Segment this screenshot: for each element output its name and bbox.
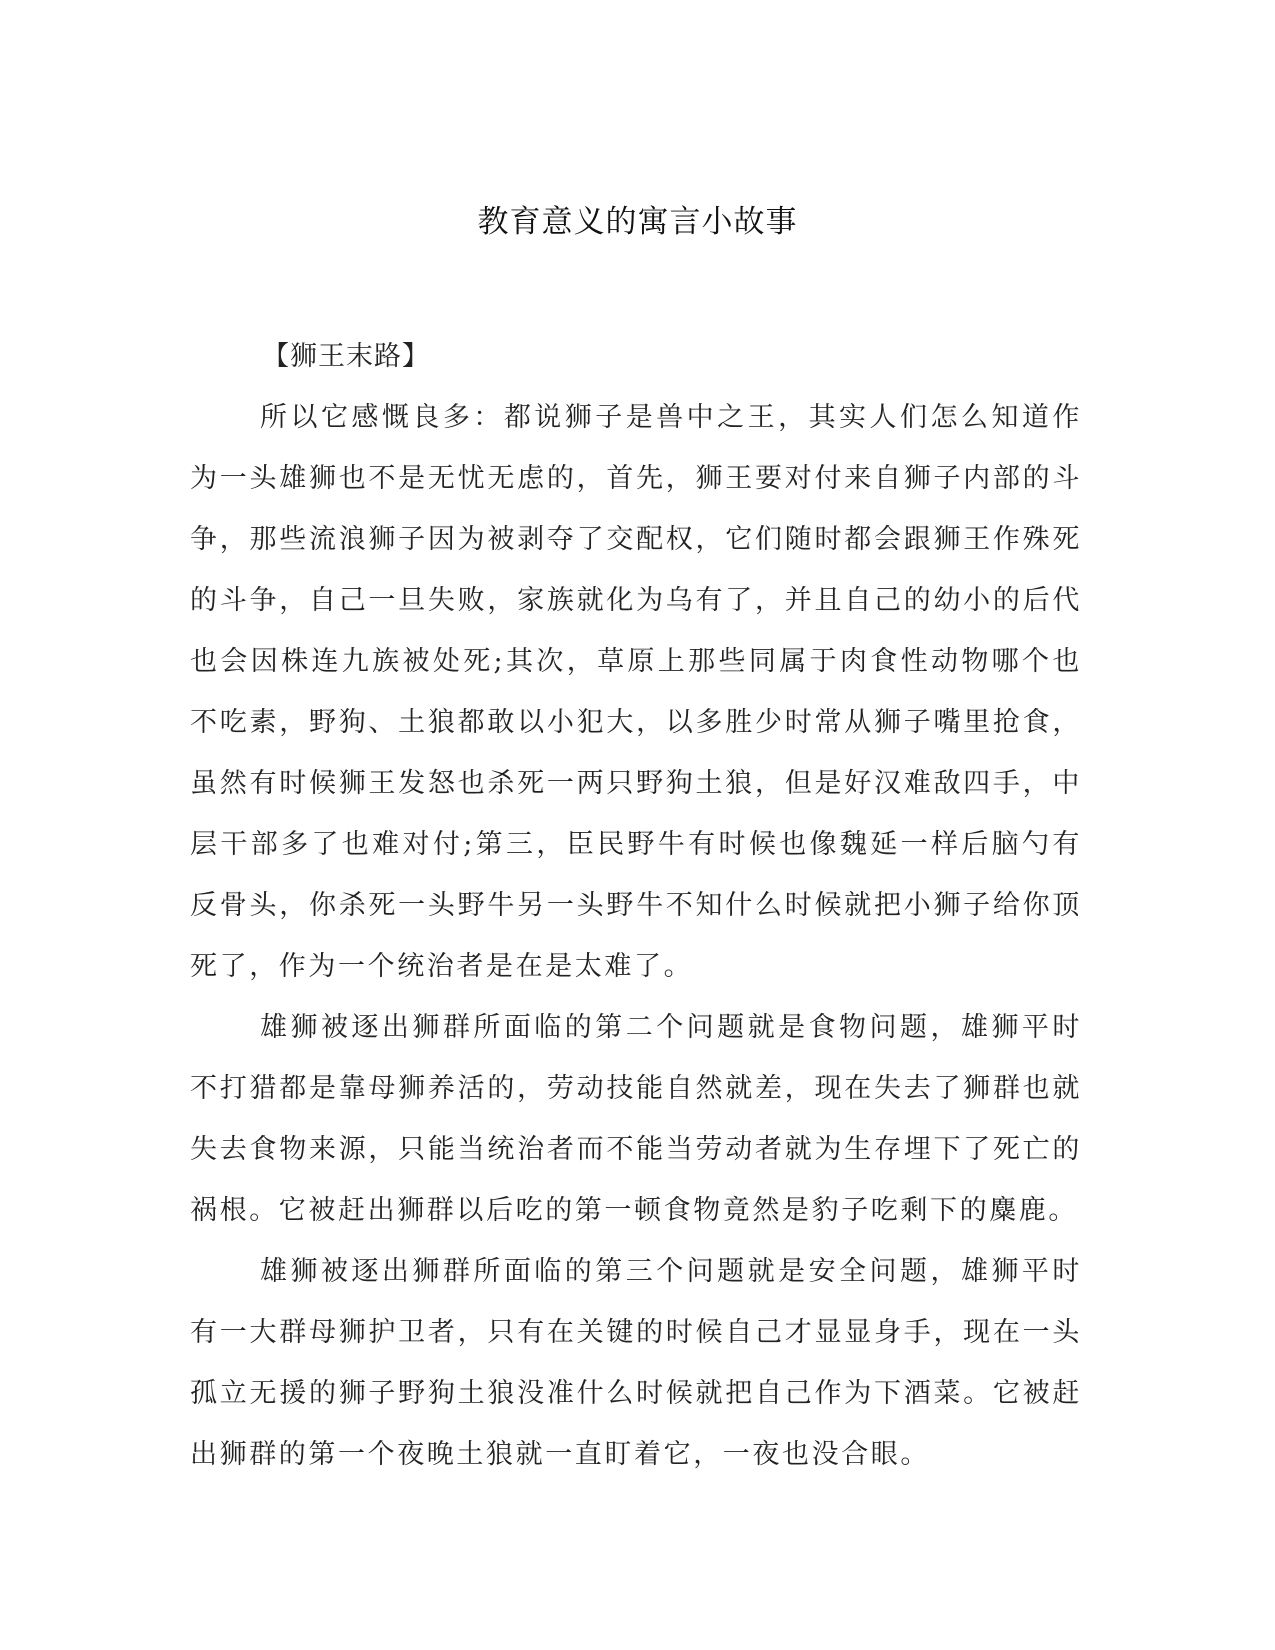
body-paragraph-2: 雄狮被逐出狮群所面临的第二个问题就是食物问题，雄狮平时不打猎都是靠母狮养活的，劳动技能自然就差，现在失去了狮群也就失去食物来源，只能当统治者而不能当劳动者就为生存埋下了死亡的祸根。它被赶出狮群以后吃的第一顿食物竟然是豹子吃剩下的麋鹿。 xyxy=(190,1012,1082,1226)
document-title: 教育意义的寓言小故事 xyxy=(477,204,798,240)
section-heading: 【狮王末路】 xyxy=(262,341,430,372)
body-paragraph-1: 所以它感慨良多：都说狮子是兽中之王，其实人们怎么知道作为一头雄狮也不是无忧无虑的，首先，狮王要对付来自狮子内部的斗争，那些流浪狮子因为被剥夺了交配权，它们随时都会跟狮王作殊死的斗争，自己一旦失败，家族就化为乌有了，并且自己的幼小的后代也会因株连九族被处死;其次，草原上那些同属于肉食性动物哪个也不吃素，野狗、土狼都敢以小犯大，以多胜少时常从狮子嘴里抢食，虽然有时候狮王发怒也杀死一两只野狗土狼，但是好汉难敌四手，中层干部多了也难对付;第三，臣民野牛有时候也像魏延一样后脑勺有反骨头，你杀死一头野牛另一头野牛不知什么时候就把小狮子给你顶死了，作为一个统治者是在是太难了。 xyxy=(190,402,1082,982)
document-body xyxy=(190,326,1082,1485)
body-paragraph-3: 雄狮被逐出狮群所面临的第三个问题就是安全问题，雄狮平时有一大群母狮护卫者，只有在关键的时候自己才显显身手，现在一头孤立无援的狮子野狗土狼没准什么时候就把自己作为下酒菜。它被赶出狮群的第一个夜晚土狼就一直盯着它，一夜也没合眼。 xyxy=(190,1256,1082,1470)
